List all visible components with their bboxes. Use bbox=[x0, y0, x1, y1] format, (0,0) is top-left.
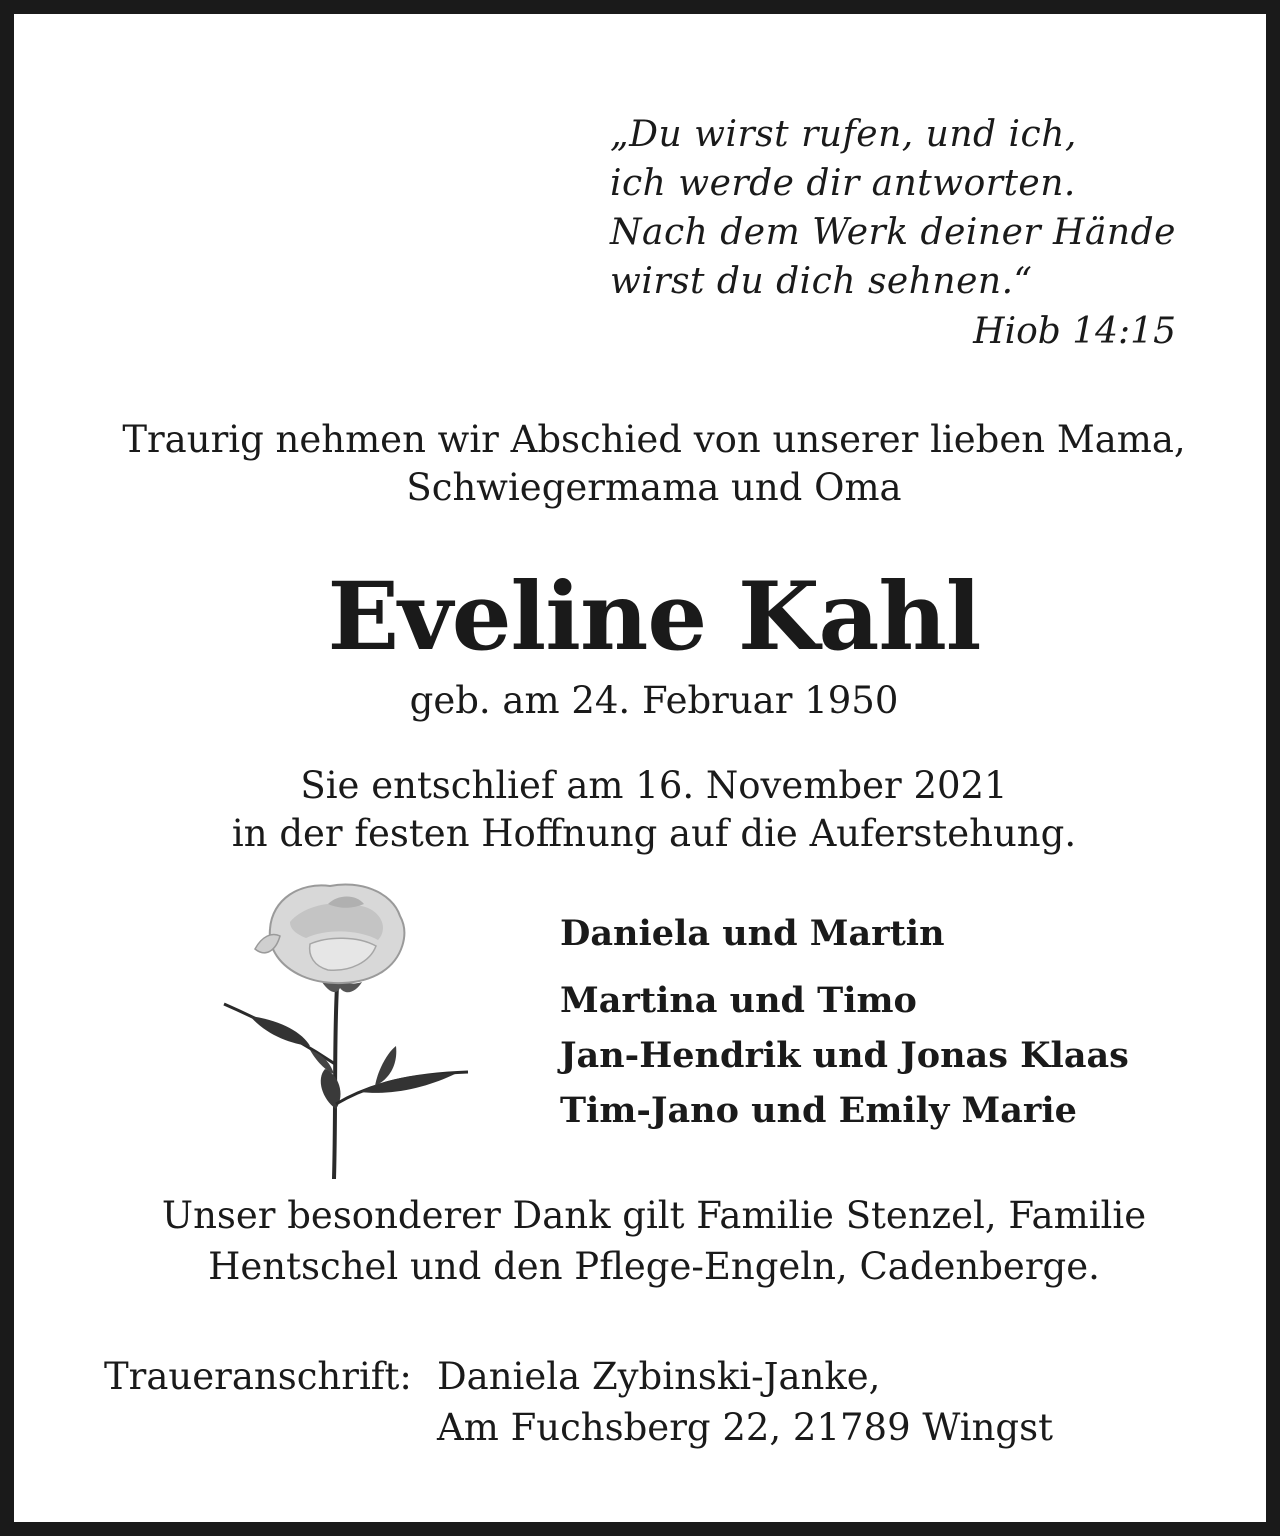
mourner-name: Tim-Jano und Emily Marie bbox=[560, 1090, 1077, 1131]
quote-source: Hiob 14:15 bbox=[973, 311, 1176, 352]
mourners-list bbox=[560, 909, 1129, 1138]
mourner-name: Jan-Hendrik und Jonas Klaas bbox=[560, 1035, 1129, 1076]
birth-date: geb. am 24. Februar 1950 bbox=[409, 679, 899, 722]
address-label: Traueranschrift: bbox=[104, 1355, 412, 1398]
intro-line: Traurig nehmen wir Abschied von unserer lieben Mama, bbox=[122, 418, 1186, 461]
mourner-name: Daniela und Martin bbox=[560, 913, 945, 954]
quote-line: wirst du dich sehnen.“ bbox=[610, 261, 1033, 302]
passing-text bbox=[14, 762, 1280, 858]
thanks-line: Hentschel und den Pflege-Engeln, Cadenberge. bbox=[208, 1245, 1100, 1288]
intro-line: Schwiegermama und Oma bbox=[406, 466, 902, 509]
bible-quote bbox=[610, 110, 1176, 306]
mourner-name: Martina und Timo bbox=[560, 980, 917, 1021]
passing-line: in der festen Hoffnung auf die Auferstehung. bbox=[231, 812, 1077, 855]
passing-line: Sie entschlief am 16. November 2021 bbox=[300, 764, 1008, 807]
address-line: Am Fuchsberg 22, 21789 Wingst bbox=[437, 1406, 1053, 1449]
quote-line: Nach dem Werk deiner Hände bbox=[610, 212, 1176, 253]
quote-line: „Du wirst rufen, und ich, bbox=[610, 114, 1077, 155]
thanks-text bbox=[14, 1190, 1280, 1292]
quote-line: ich werde dir antworten. bbox=[610, 163, 1076, 204]
thanks-line: Unser besonderer Dank gilt Familie Stenzel, Familie bbox=[161, 1194, 1147, 1237]
address-line: Daniela Zybinski-Janke, bbox=[437, 1355, 881, 1398]
intro-text bbox=[14, 416, 1280, 512]
rose-icon bbox=[210, 874, 480, 1184]
deceased-name: Eveline Kahl bbox=[327, 562, 981, 672]
